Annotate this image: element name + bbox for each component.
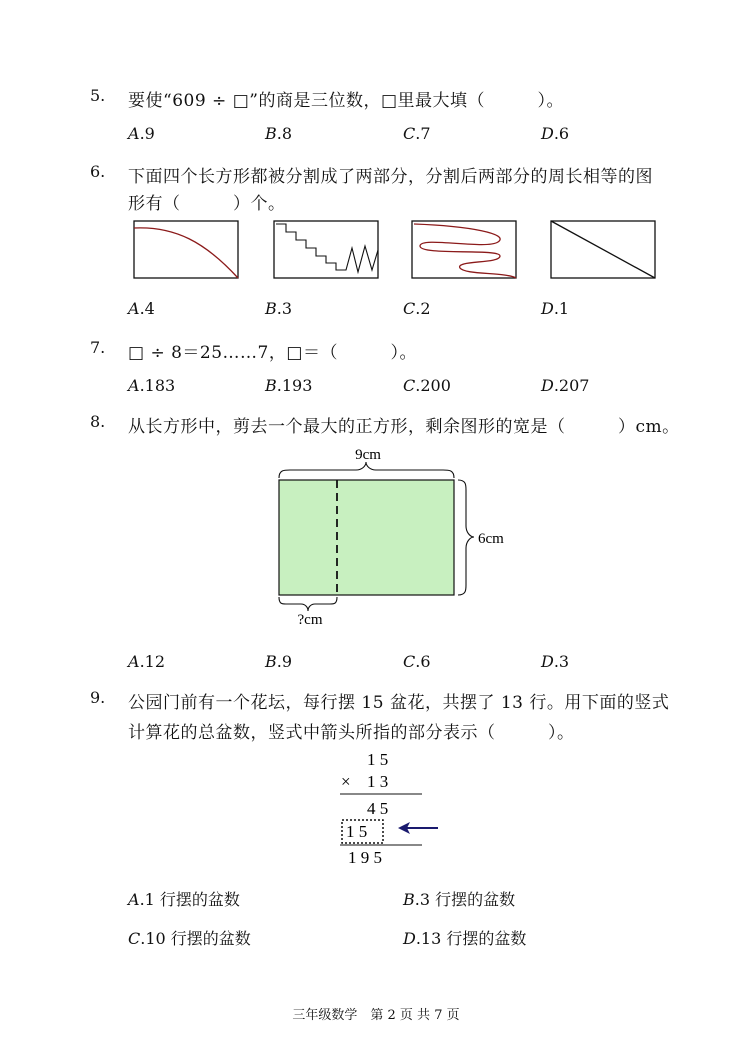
question-6-text-line1: 下面四个长方形都被分割成了两部分，分割后两部分的周长相等的图 <box>128 167 653 187</box>
q6-option-a: A.4 <box>128 299 155 318</box>
q8-side-label: 6cm <box>478 531 504 547</box>
q8-rectangle-figure <box>0 430 752 635</box>
q9-option-b: B.3 行摆的盆数 <box>403 890 516 909</box>
question-7-text: □ ÷ 8＝25……7，□＝（ ）。 <box>128 343 417 363</box>
q9-option-a: A.1 行摆的盆数 <box>128 890 240 909</box>
calc-row-1: 1 5 <box>367 750 389 769</box>
question-8-text: 从长方形中，剪去一个最大的正方形，剩余图形的宽是（ ）cm。 <box>128 417 680 437</box>
q6-rect-2 <box>274 221 378 278</box>
q6-rectangles-figure <box>0 0 752 300</box>
q8-option-b: B.9 <box>265 652 293 671</box>
q5-option-c: C.7 <box>403 124 431 143</box>
q9-vertical-multiplication <box>0 745 752 875</box>
question-5-text: 要使“609 ÷ □”的商是三位数，□里最大填（ ）。 <box>128 91 565 111</box>
q9-option-d: D.13 行摆的盆数 <box>403 929 527 948</box>
calc-row-4: 1 5 <box>346 822 368 841</box>
q7-option-b: B.193 <box>265 376 313 395</box>
calc-result: 1 9 5 <box>348 848 382 867</box>
q8-option-a: A.12 <box>128 652 166 671</box>
q8-green-rectangle <box>279 480 454 595</box>
arrow-icon <box>398 822 438 834</box>
q8-side-brace <box>458 480 474 595</box>
question-9-text-line1: 公园门前有一个花坛，每行摆 15 盆花，共摆了 13 行。用下面的竖式 <box>128 693 670 713</box>
calc-row-2: 1 3 <box>367 772 389 791</box>
q7-option-a: A.183 <box>128 376 176 395</box>
calc-times-sign: × <box>341 772 351 791</box>
q7-option-c: C.200 <box>403 376 451 395</box>
question-9-text-line2: 计算花的总盆数，竖式中箭头所指的部分表示（ ）。 <box>128 723 575 743</box>
q8-top-brace <box>279 462 454 478</box>
q7-option-d: D.207 <box>541 376 590 395</box>
question-6-text-line2: 形有（ ）个。 <box>128 194 286 214</box>
question-5-number: 5. <box>90 86 106 105</box>
q8-option-d: D.3 <box>541 652 570 671</box>
q5-option-b: B.8 <box>265 124 293 143</box>
question-6-number: 6. <box>90 162 106 181</box>
page-footer: 三年级数学 第 2 页 共 7 页 <box>292 1008 460 1023</box>
question-8-number: 8. <box>90 412 106 431</box>
q6-option-d: D.1 <box>541 299 570 318</box>
calc-row-3: 4 5 <box>367 799 389 818</box>
q8-top-label: 9cm <box>355 447 381 463</box>
q6-rect-1 <box>134 221 238 278</box>
q6-option-c: C.2 <box>403 299 431 318</box>
q8-option-c: C.6 <box>403 652 431 671</box>
q8-bottom-brace <box>279 597 337 611</box>
q9-option-c: C.10 行摆的盆数 <box>128 929 251 948</box>
q6-rect-4 <box>551 221 655 278</box>
q5-option-a: A.9 <box>128 124 155 143</box>
q6-option-b: B.3 <box>265 299 293 318</box>
question-9-number: 9. <box>90 688 106 707</box>
question-7-number: 7. <box>90 338 106 357</box>
q8-bottom-label: ?cm <box>297 612 323 628</box>
q5-option-d: D.6 <box>541 124 570 143</box>
q6-rect-3 <box>412 221 516 278</box>
